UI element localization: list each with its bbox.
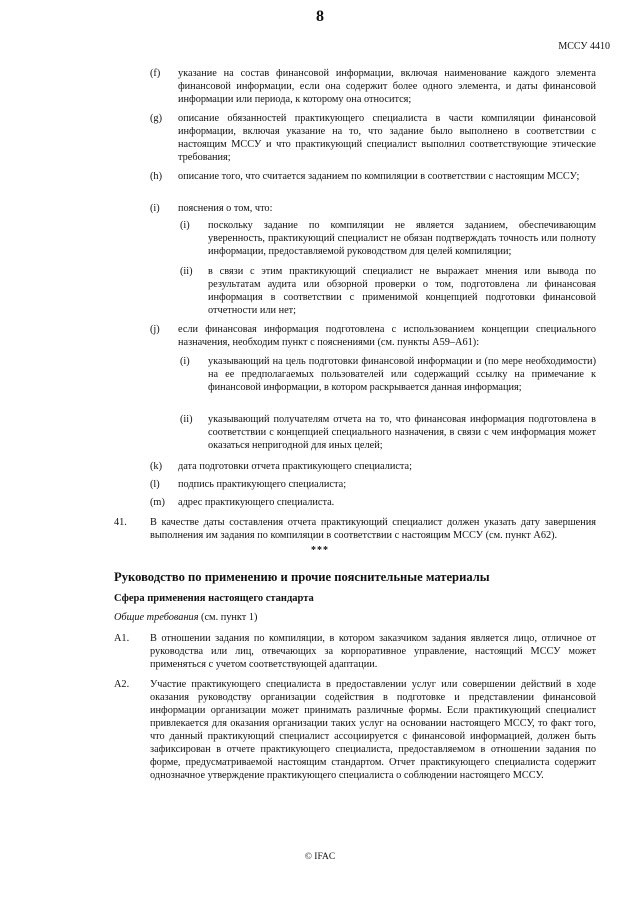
page-number: 8: [316, 8, 324, 25]
item-f-label: (f): [150, 68, 161, 79]
para-a2-text: Участие практикующего специалиста в предоставлении услуг или совершении действий в ходе оказания руководству организации содействия в подготовке и представлении финансовой информации организации может принимать различные формы. Если практикующий специалист привлекается для оказания организации таких услуг на основании настоящего МССУ, то факт того, что данный практикующий специалист ассоциируется с финансовой информацией, должен быть зафиксирован в отчете практикующего специалиста, предоставляемом в отношении задания по форме, предусматриваемой настоящим стандартом. Отчет практикующего специалиста содержит однозначное утверждение практикующего специалиста о соблюдении настоящего МССУ.: [150, 679, 596, 781]
item-f-text: указание на состав финансовой информации, включая наименование каждого элемента финансовой информации, если она содержит более одного элемента, и даты финансовой информации или периода, к которому она относится;: [178, 68, 596, 105]
item-l-text: подпись практикующего специалиста;: [178, 479, 347, 490]
item-l-label: (l): [150, 479, 160, 490]
item-k-text: дата подготовки отчета практикующего специалиста;: [178, 461, 412, 472]
para-a1-text: В отношении задания по компиляции, в котором заказчиком задания является лицо, отличное от руководства или лиц, отвечающих за корпоративное управление, настоящий МССУ может применяться с учетом соответствующей адаптации.: [150, 633, 596, 670]
item-i-sub1-text: поскольку задание по компиляции не является заданием, обеспечивающим уверенность, практикующий специалист не обязан подтверждать точность или полноту информации, предоставляемой руководством для целей компиляции;: [208, 220, 596, 257]
item-j-label: (j): [150, 324, 160, 335]
item-i-sub2-label: (ii): [180, 266, 193, 277]
para-41-label: 41.: [114, 517, 127, 528]
general-requirements-title: Общие требования: [114, 612, 199, 623]
item-g-text: описание обязанностей практикующего специалиста в части компиляции финансовой информации, включая указание на то, что задание было выполнено в соответствии с настоящим МССУ и что практикующий специалист выполнил соответствующие этические требования;: [178, 113, 596, 163]
item-j-text: если финансовая информация подготовлена с использованием концепции специального назначения, необходим пункт с пояснениями (см. пункты А59–А61):: [178, 324, 596, 348]
item-g-label: (g): [150, 113, 163, 124]
item-j-sub2-label: (ii): [180, 414, 193, 425]
item-j-sub1-label: (i): [180, 356, 190, 367]
section-separator: ***: [311, 545, 329, 556]
item-i-text: пояснения о том, что:: [178, 203, 273, 214]
item-h-text: описание того, что считается заданием по компиляции в соответствии с настоящим МССУ;: [178, 171, 580, 182]
page-footer: © IFAC: [304, 852, 336, 862]
item-m-text: адрес практикующего специалиста.: [178, 497, 335, 508]
item-i-label: (i): [150, 203, 160, 214]
item-m-label: (m): [150, 497, 165, 508]
subsection-heading: Сфера применения настоящего стандарта: [114, 593, 314, 604]
item-j-sub2-text: указывающий получателям отчета на то, что финансовая информация подготовлена в соответствии с концепцией специального назначения, в связи с чем информация может оказаться непригодной для иных целей;: [208, 414, 596, 451]
item-k-label: (k): [150, 461, 163, 472]
para-41-text: В качестве даты составления отчета практикующий специалист должен указать дату завершения выполнения им задания по компиляции в соответствии с настоящим МССУ (см. пункт А62).: [150, 517, 596, 541]
section-heading: Руководство по применению и прочие пояснительные материалы: [114, 570, 490, 584]
document-code: МССУ 4410: [558, 41, 610, 52]
item-i-sub1-label: (i): [180, 220, 190, 231]
para-a2-label: А2.: [114, 679, 130, 690]
general-requirements-ref: (см. пункт 1): [198, 612, 258, 623]
item-h-label: (h): [150, 171, 163, 182]
item-i-sub2-text: в связи с этим практикующий специалист не выражает мнения или вывода по результатам аудита или обзорной проверки о том, подготовлена ли финансовая информация в соответствии с применимой концепцией подготовки финансовой отчетности или нет;: [208, 266, 596, 316]
para-a1-label: А1.: [114, 633, 130, 644]
item-j-sub1-text: указывающий на цель подготовки финансовой информации и (по мере необходимости) на ее предполагаемых пользователей или содержащий ссылку на примечание к финансовой информации, в котором раскрывается данная информация;: [208, 356, 596, 393]
general-requirements-heading: [114, 612, 257, 623]
